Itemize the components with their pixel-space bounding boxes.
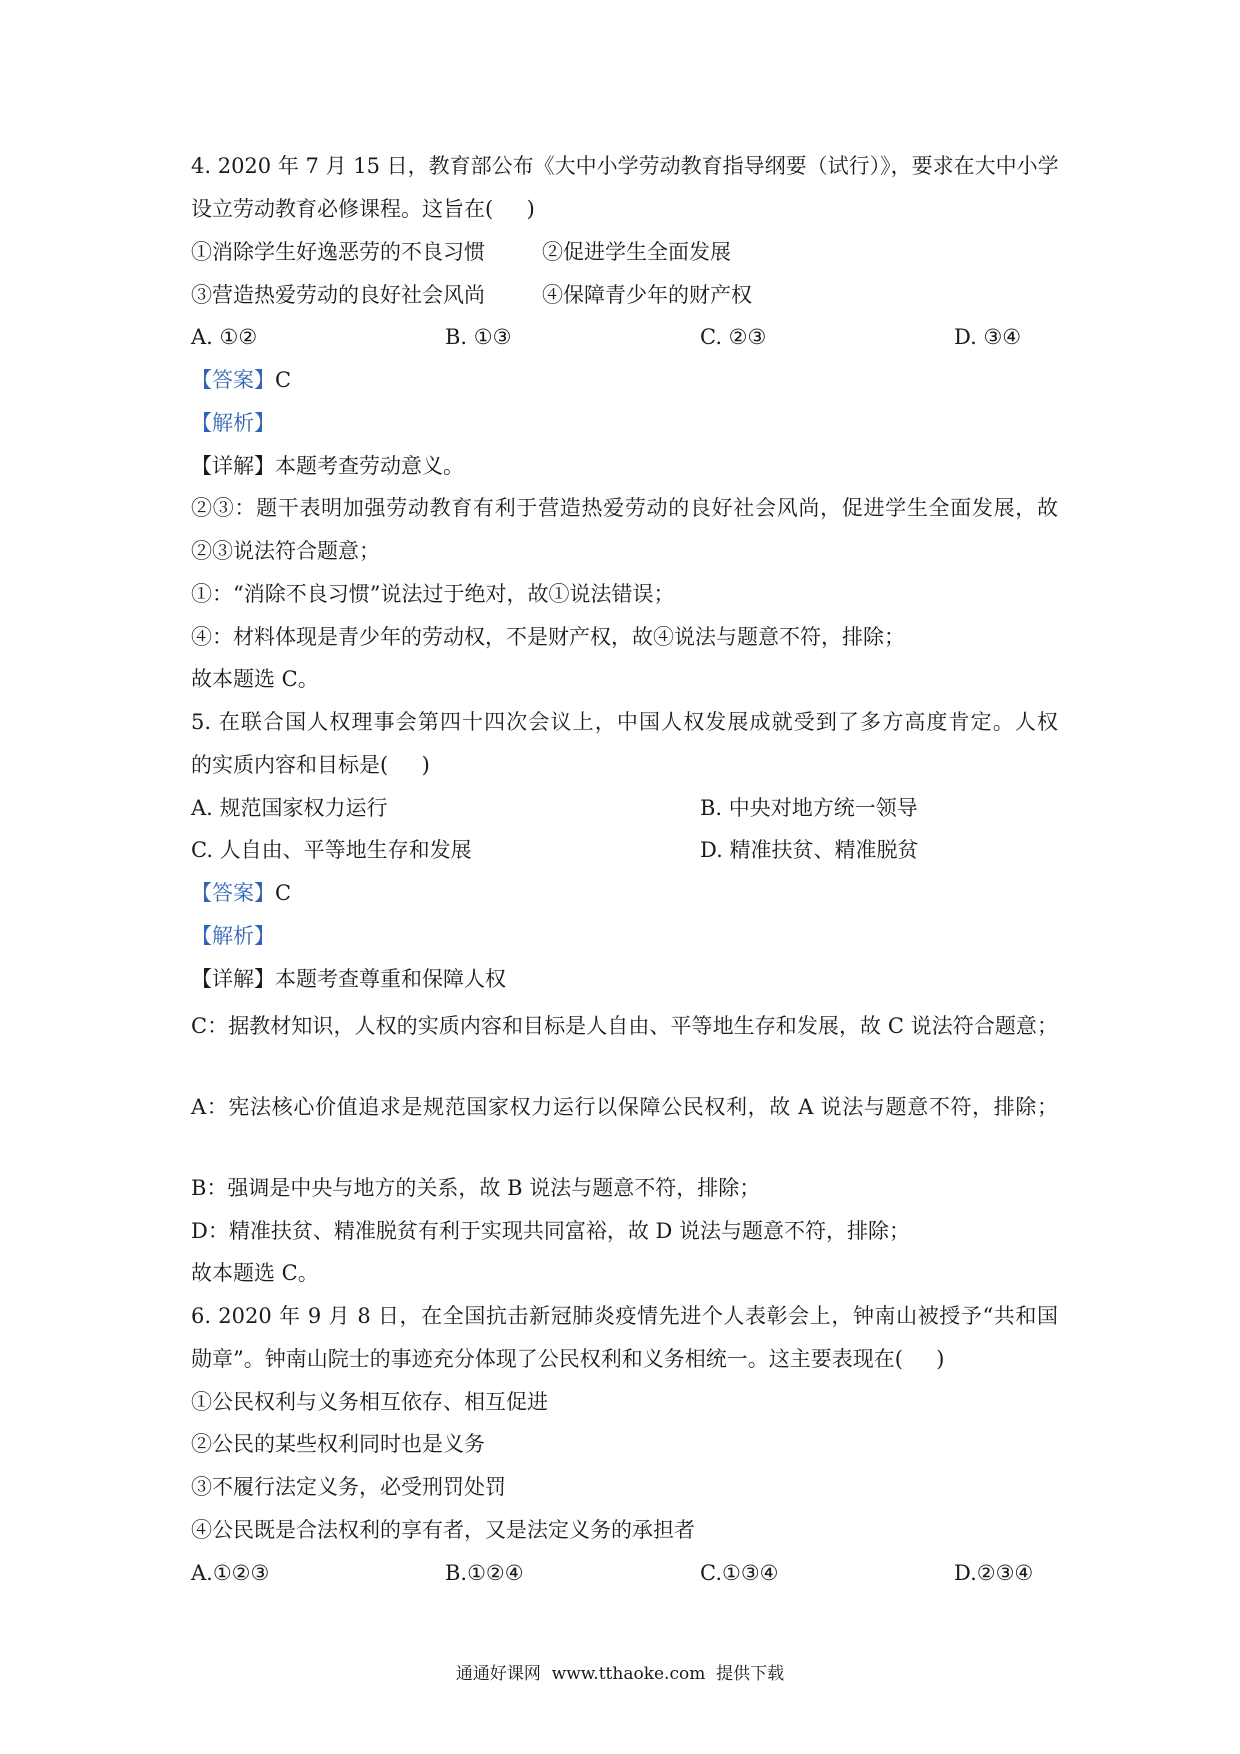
q4-item-1: ①消除学生好逸恶劳的不良习惯 xyxy=(191,240,485,264)
q4-explanation-3: ①：“消除不良习惯”说法过于绝对，故①说法错误； xyxy=(191,582,675,606)
q4-item-2: ②促进学生全面发展 xyxy=(542,240,731,264)
q5-explanation-2: A：宪法核心价值追求是规范国家权力运行以保障公民权利，故 A 说法与题意不符，排除； xyxy=(191,1095,1058,1119)
q4-detail-line xyxy=(191,454,464,478)
q4-item-4: ④保障青少年的财产权 xyxy=(542,283,752,307)
q4-option-a: A. ①② xyxy=(191,325,258,349)
q4-answer-value: C xyxy=(275,368,292,392)
q4-stem-line-1: 4. 2020 年 7 月 15 日，教育部公布《大中小学劳动教育指导纲要（试行）》，要求在大中小学 xyxy=(191,154,1059,178)
q6-option-c: C.①③④ xyxy=(700,1561,779,1585)
q5-answer-line xyxy=(191,881,291,905)
q6-item-4: ④公民既是合法权利的享有者，又是法定义务的承担者 xyxy=(191,1518,695,1542)
q4-answer-line xyxy=(191,368,291,392)
q5-detail-line xyxy=(191,967,506,991)
q4-explanation-1: ②③：题干表明加强劳动教育有利于营造热爱劳动的良好社会风尚，促进学生全面发展，故 xyxy=(191,496,1058,520)
q6-item-3: ③不履行法定义务，必受刑罚处罚 xyxy=(191,1475,506,1499)
q5-stem-line-1: 5. 在联合国人权理事会第四十四次会议上，中国人权发展成就受到了多方高度肯定。人权 xyxy=(191,710,1058,734)
q5-option-d: D. 精准扶贫、精准脱贫 xyxy=(700,838,919,862)
q4-stem-line-2: 设立劳动教育必修课程。这旨在( ) xyxy=(191,197,535,221)
q5-stem-line-2: 的实质内容和目标是( ) xyxy=(191,753,430,777)
page-footer: 通通好课网 www.tthaoke.com 提供下载 xyxy=(455,1664,785,1684)
q5-option-c: C. 人自由、平等地生存和发展 xyxy=(191,838,472,862)
q4-explanation-5: 故本题选 C。 xyxy=(191,667,319,691)
q4-item-3: ③营造热爱劳动的良好社会风尚 xyxy=(191,283,485,307)
q5-explanation-4: D：精准扶贫、精准脱贫有利于实现共同富裕，故 D 说法与题意不符，排除； xyxy=(191,1219,911,1243)
q6-option-d: D.②③④ xyxy=(954,1561,1034,1585)
q5-detail-label: 【详解】 xyxy=(191,967,275,991)
q4-option-c: C. ②③ xyxy=(700,325,767,349)
q5-answer-label: 【答案】 xyxy=(191,881,275,905)
q6-stem-line-2: 勋章”。钟南山院士的事迹充分体现了公民权利和义务相统一。这主要表现在( ) xyxy=(191,1347,945,1371)
q4-option-b: B. ①③ xyxy=(445,325,512,349)
q4-option-d: D. ③④ xyxy=(954,325,1022,349)
q5-detail-text: 本题考查尊重和保障人权 xyxy=(275,967,506,991)
q5-answer-value: C xyxy=(275,881,292,905)
q5-option-b: B. 中央对地方统一领导 xyxy=(700,796,918,820)
q6-option-b: B.①②④ xyxy=(445,1561,524,1585)
q6-item-1: ①公民权利与义务相互依存、相互促进 xyxy=(191,1390,548,1414)
q6-option-a: A.①②③ xyxy=(191,1561,270,1585)
q4-detail-text: 本题考查劳动意义。 xyxy=(275,454,464,478)
q5-explanation-1: C：据教材知识，人权的实质内容和目标是人自由、平等地生存和发展，故 C 说法符合题意； xyxy=(191,1014,1058,1038)
q4-answer-label: 【答案】 xyxy=(191,368,275,392)
q6-stem-line-1: 6. 2020 年 9 月 8 日，在全国抗击新冠肺炎疫情先进个人表彰会上，钟南山被授予“共和国 xyxy=(191,1304,1058,1328)
q4-explanation-2: ②③说法符合题意； xyxy=(191,539,380,563)
q5-explanation-3: B：强调是中央与地方的关系，故 B 说法与题意不符，排除； xyxy=(191,1176,761,1200)
q5-explanation-5: 故本题选 C。 xyxy=(191,1261,319,1285)
q5-analysis-label: 【解析】 xyxy=(191,924,275,948)
q4-explanation-4: ④：材料体现是青少年的劳动权，不是财产权，故④说法与题意不符，排除； xyxy=(191,625,905,649)
q6-item-2: ②公民的某些权利同时也是义务 xyxy=(191,1432,485,1456)
q5-option-a: A. 规范国家权力运行 xyxy=(191,796,388,820)
q4-analysis-label: 【解析】 xyxy=(191,411,275,435)
q4-detail-label: 【详解】 xyxy=(191,454,275,478)
